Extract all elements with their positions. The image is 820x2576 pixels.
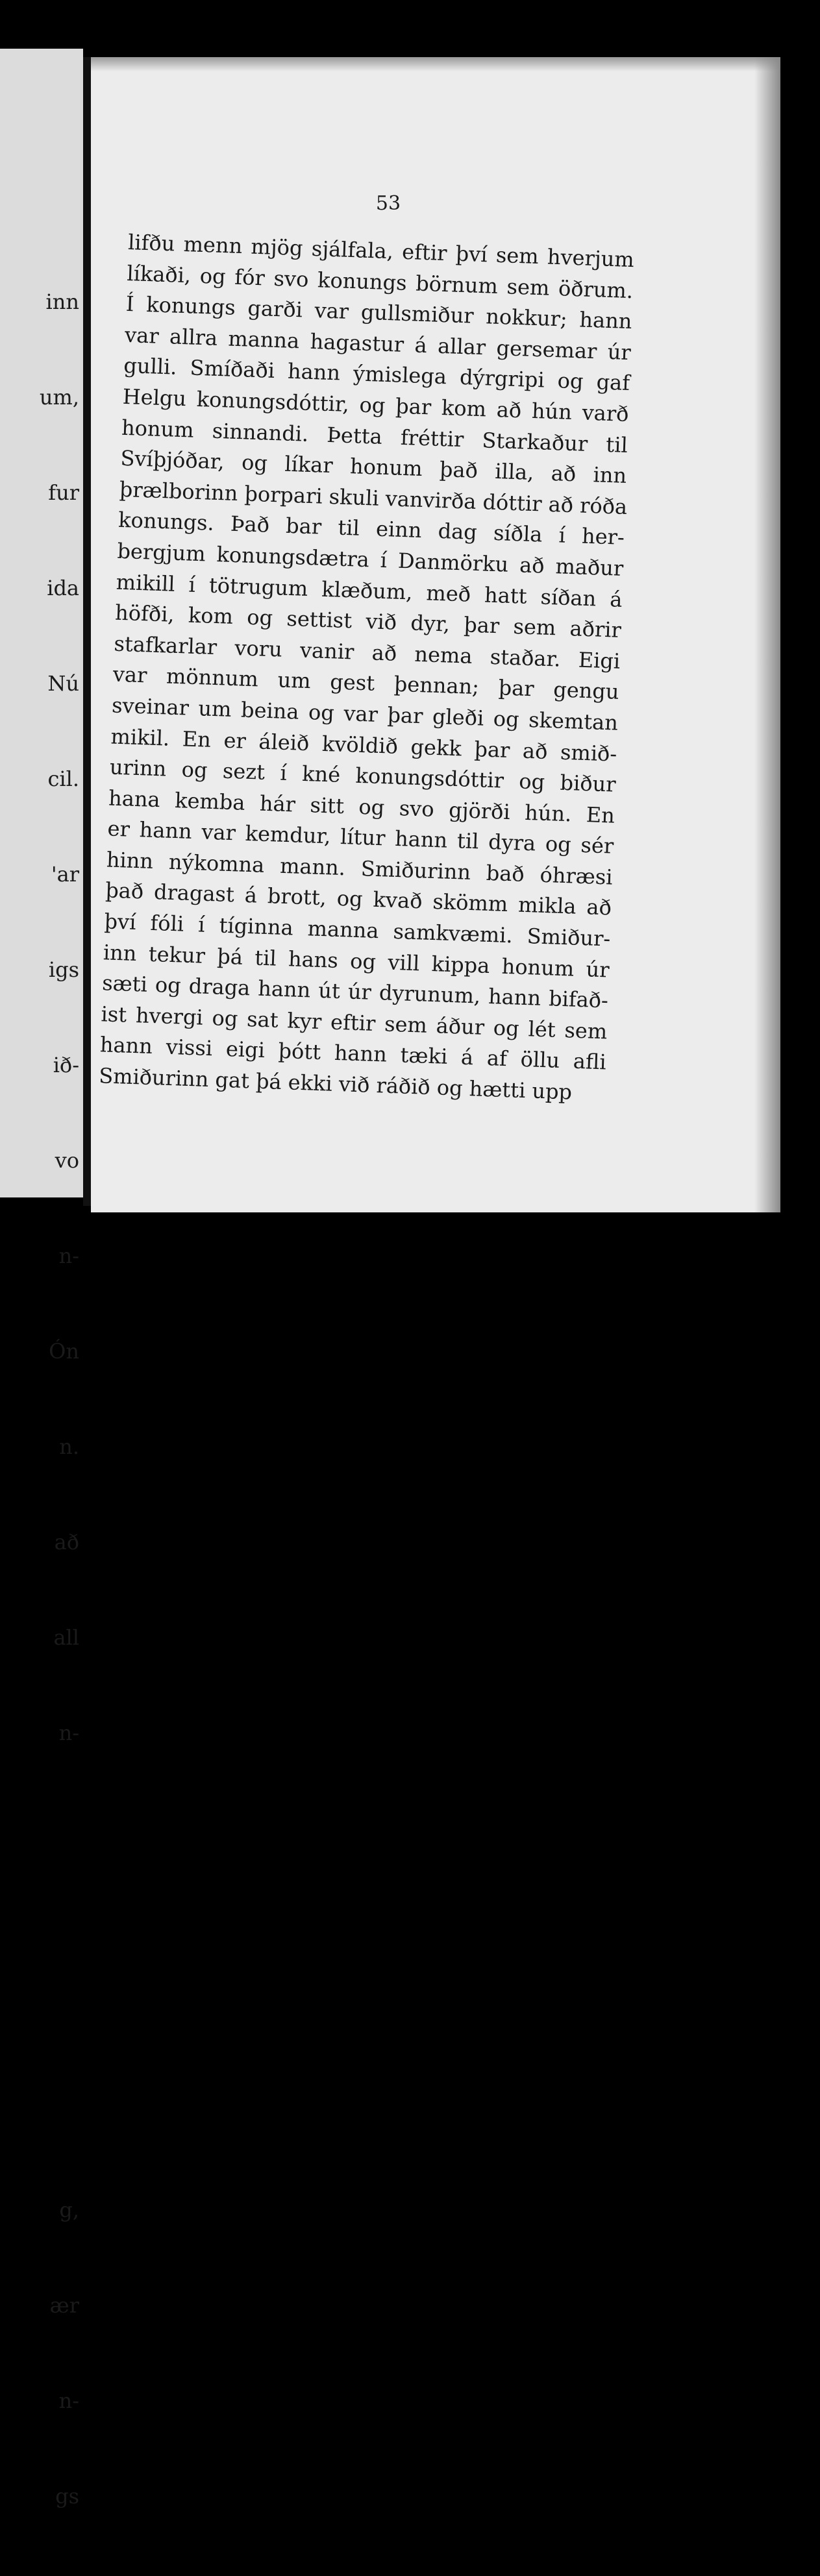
left-line: cil.: [47, 767, 79, 791]
left-line: vo: [55, 1148, 79, 1173]
text-line: því fóli í tíginna manna samkvæmi. Smiður-: [103, 909, 611, 951]
body-text: [98, 227, 634, 1109]
left-line: ið-: [53, 1053, 79, 1077]
text-line: mikil. En er áleið kvöldið gekk þar að smið-: [110, 724, 617, 767]
left-line: Ón: [49, 1339, 79, 1364]
text-line: urinn og sezt í kné konungsdóttir og biður: [109, 754, 617, 797]
page-number: 53: [375, 192, 401, 215]
text-line: Helgu konungsdóttir, og þar kom að hún varð: [122, 384, 630, 427]
text-line: honum sinnandi. Þetta fréttir Starkaður til: [121, 415, 628, 458]
text-line: ist hvergi og sat kyr eftir sem áður og lét sem: [101, 1001, 608, 1044]
left-line: um,: [39, 385, 79, 410]
left-line: Nú: [47, 671, 79, 696]
text-line: hana kemba hár sitt og svo gjörði hún. En: [108, 785, 615, 828]
left-line: inn: [45, 289, 79, 314]
text-line: hinn nýkomna mann. Smiðurinn bað óhræsi: [106, 847, 614, 890]
text-line: er hann var kemdur, lítur hann til dyra og sér: [106, 816, 614, 859]
left-line: igs: [48, 957, 79, 982]
text-line: það dragast á brott, og kvað skömm mikla að: [105, 877, 612, 921]
text-line: var allra manna hagastur á allar gersemar úr: [124, 322, 632, 365]
text-line: inn tekur þá til hans og vill kippa honum úr: [103, 939, 610, 983]
left-page-edge: [0, 49, 83, 2509]
text-line: stafkarlar voru vanir að nema staðar. Eigi: [113, 631, 621, 674]
left-line: ær: [49, 2293, 79, 2318]
text-line: konungs. Það bar til einn dag síðla í her-: [118, 508, 625, 550]
text-line: þrælborinn þorpari skuli vanvirða dóttir að róða: [119, 476, 628, 519]
page-right-shadow: [754, 57, 780, 1212]
text-line: var mönnum um gest þennan; þar gengu: [112, 661, 620, 705]
text-line: sveinar um beina og var þar gleði og skemtan: [111, 693, 619, 735]
text-line: mikill í tötrugum klæðum, með hatt síðan á: [116, 569, 623, 612]
text-line: gulli. Smíðaði hann ýmislega dýrgripi og gaf: [123, 353, 630, 396]
left-line: n.: [59, 1434, 79, 1459]
text-line: bergjum konungsdætra í Danmörku að maður: [116, 538, 624, 581]
text-line: líkaði, og fór svo konungs börnum sem öðrum.: [126, 260, 634, 303]
text-line: sæti og draga hann út úr dyrunum, hann bifað-: [101, 970, 609, 1013]
text-line: lifðu menn mjög sjálfala, eftir því sem hverjum: [127, 229, 635, 273]
text-line: höfði, kom og settist við dyr, þar sem aðrir: [114, 600, 622, 643]
text-line: Í konungs garði var gullsmiður nokkur; hann: [125, 291, 633, 334]
page-top-shadow: [91, 57, 780, 71]
text-line: hann vissi eigi þótt hann tæki á af öllu afli: [99, 1032, 607, 1075]
left-line: n-: [58, 1721, 79, 1745]
left-line: n-: [58, 2388, 79, 2413]
right-page: [91, 57, 780, 1212]
left-line: ida: [47, 576, 79, 600]
left-line: að: [54, 1530, 79, 1554]
left-line: n-: [58, 1244, 79, 1268]
left-page-text: [0, 223, 79, 2576]
left-line: 'ar: [51, 862, 79, 887]
left-line: gs: [55, 2484, 79, 2509]
left-page-blank: [0, 1813, 79, 2131]
book-spine: [83, 57, 91, 1206]
text-line: Svíþjóðar, og líkar honum það illa, að inn: [119, 445, 627, 489]
left-line: g,: [59, 2198, 79, 2222]
left-line: all: [53, 1625, 79, 1650]
text-line: Smiðurinn gat þá ekki við ráðið og hætti upp: [98, 1063, 573, 1105]
left-line: fur: [48, 480, 79, 505]
